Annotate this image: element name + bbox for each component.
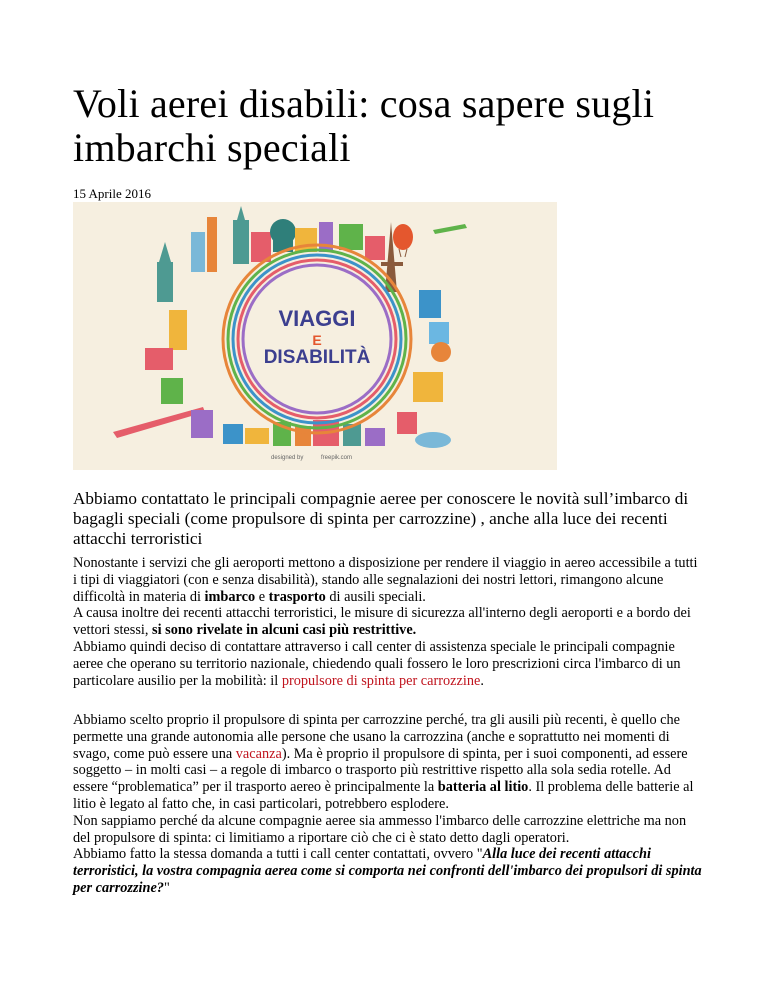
hero-image	[73, 202, 557, 470]
hero-credit: designed by	[271, 455, 304, 461]
publish-date: 15 Aprile 2016	[73, 186, 151, 201]
travel-illustration	[73, 202, 557, 470]
paragraph-1: Nonostante i servizi che gli aeroporti mettono a disposizione per rendere il viaggio in aereo accessibile a tutti i tipi di viaggiatori (con e senza disabilità), stando alle segnalazioni dei nostri lettori, rimangono alcune difficoltà in materia di imbarco e trasporto di ausili speciali. A causa inoltre dei recenti attacchi terroristici, le misure di sicurezza all'interno degli aeroporti e a bordo dei vettori stessi, si sono rivelate in alcuni casi più restrittive. Abbiamo quindi deciso di contattare attraverso i call center di assistenza speciale le principali compagnie aeree che operano su territorio nazionale, chiedendo quali fossero le loro prescrizioni circa l'imbarco di un particolare ausilio per la mobilità: il propulsore di spinta per carrozzine.	[73, 555, 698, 689]
hero-title-line2: E	[312, 332, 322, 348]
page-title: Voli aerei disabili: cosa sapere sugli imbarchi speciali	[73, 81, 655, 170]
hero-title-line1: VIAGGI	[278, 306, 356, 331]
article-lead: Abbiamo contattato le principali compagnie aeree per conoscere le novità sull’imbarco di bagagli speciali (come propulsore di spinta per carrozzine) , anche alla luce dei recenti attacchi terroristici	[73, 489, 689, 548]
link-vacanza[interactable]: vacanza	[235, 745, 282, 762]
hero-credit-brand: freepik.com	[321, 455, 353, 461]
paragraph-2: Abbiamo scelto proprio il propulsore di spinta per carrozzine perché, tra gli ausili più recenti, è quello che permette una grande autonomia alle persone che usano la carrozzina (anche e soprattutto nei momenti di svago, come può essere una vacanza). Ma è proprio il propulsore di spinta, per i suoi componenti, ad essere soggetto – in molti casi – a regole di imbarco o trasporto più restrittive rispetto alla sola sedia rotelle. Ad essere “problematica” per il trasporto aereo è principalmente la batteria al litio. Il problema delle batterie al litio è legato al fatto che, in casi particolari, potrebbero esplodere. Non sappiamo perché da alcune compagnie aeree sia ammesso l'imbarco delle carrozzine elettriche ma non del propulsore di spinta: ci limitiamo a riportare ciò che ci è stato detto dagli operatori. Abbiamo fatto la stessa domanda a tutti i call center contattati, ovvero "Alla luce dei recenti attacchi terroristici, la vostra compagnia aerea come si comporta nei confronti dell'imbarco dei propulsori di spinta per carrozzine?"	[73, 712, 702, 896]
link-propulsore[interactable]: propulsore di spinta per carrozzine	[281, 672, 481, 689]
hero-title-line3: DISABILITÀ	[263, 347, 371, 368]
